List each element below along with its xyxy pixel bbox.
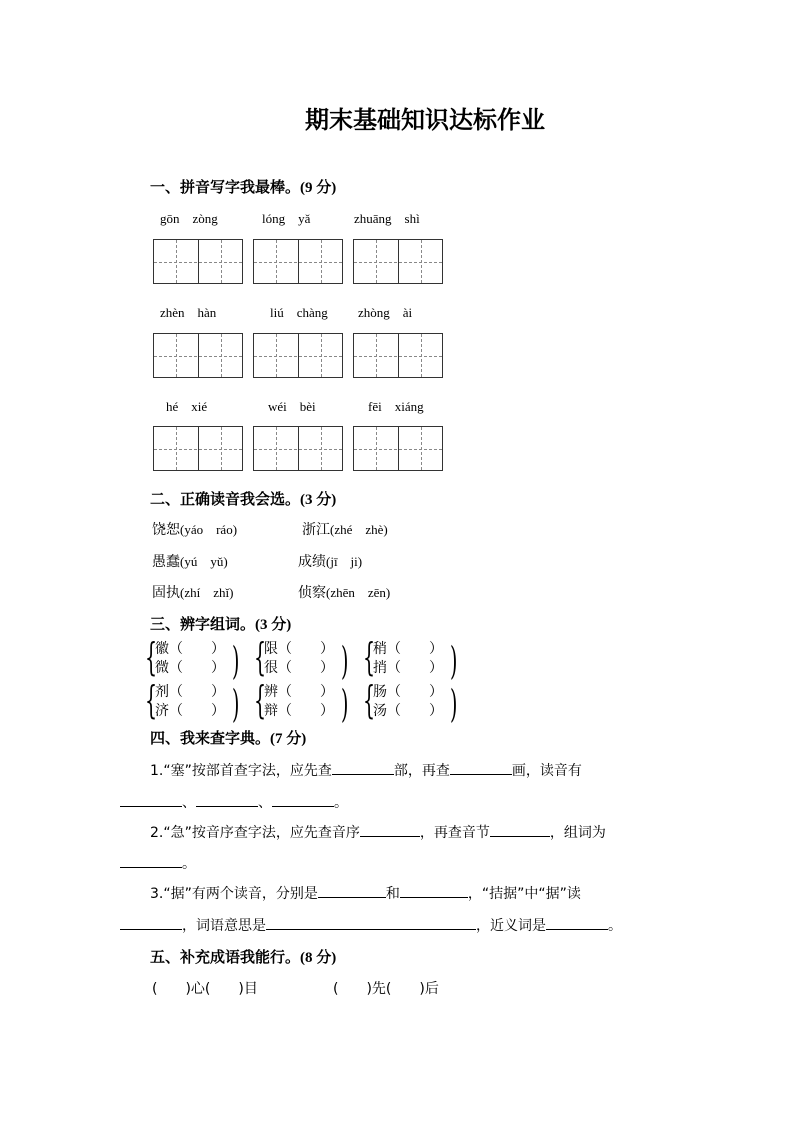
pair-char: 稍（ ） <box>373 641 443 657</box>
pair-char: 剂（ ） <box>155 684 225 700</box>
reading-item: 成绩(jī ji) <box>298 554 363 570</box>
answer-paren[interactable]: （ ） <box>387 703 443 719</box>
section-1-heading: 一、拼音写字我最棒。(9 分) <box>150 178 337 196</box>
question-3-line-1: 3.“据”有两个读音，分别是 和 ，“拮据”中“据”读 <box>150 883 581 903</box>
answer-paren[interactable]: （ ） <box>278 660 334 676</box>
pinyin-label: zhèn hàn <box>160 305 217 320</box>
right-paren: ) <box>232 639 240 683</box>
answer-blank[interactable] <box>272 792 334 807</box>
answer-blank[interactable] <box>120 792 182 807</box>
left-brace: { <box>145 678 158 722</box>
pair-char: 捎（ ） <box>373 660 443 676</box>
answer-blank[interactable] <box>450 760 512 775</box>
left-brace: { <box>254 635 267 679</box>
pinyin-label: hé xié <box>166 399 208 414</box>
answer-blank[interactable] <box>546 915 608 930</box>
pinyin-label: zhòng ài <box>358 305 413 320</box>
right-paren: ) <box>450 639 458 683</box>
writing-grid[interactable] <box>353 239 443 284</box>
answer-blank[interactable] <box>266 915 476 930</box>
pinyin-label: wéi bèi <box>268 399 316 414</box>
pair-char: 微（ ） <box>155 660 225 676</box>
right-paren: ) <box>232 682 240 726</box>
right-paren: ) <box>341 639 349 683</box>
idiom-item[interactable]: ( )先( )后 <box>333 981 439 997</box>
pair-char: 徽（ ） <box>155 641 225 657</box>
pinyin-label: liú chàng <box>270 305 328 320</box>
writing-grid[interactable] <box>153 333 243 378</box>
writing-grid[interactable] <box>353 426 443 471</box>
writing-grid[interactable] <box>253 333 343 378</box>
answer-paren[interactable]: （ ） <box>278 641 334 657</box>
pinyin-label: zhuāng shì <box>354 211 420 226</box>
writing-grid[interactable] <box>153 426 243 471</box>
answer-blank[interactable] <box>120 853 182 868</box>
question-2-line-2: 。 <box>120 853 196 873</box>
left-brace: { <box>363 635 376 679</box>
answer-paren[interactable]: （ ） <box>387 684 443 700</box>
writing-grid[interactable] <box>253 426 343 471</box>
right-paren: ) <box>450 682 458 726</box>
pinyin-label: fēi xiáng <box>368 399 424 414</box>
answer-paren[interactable]: （ ） <box>387 660 443 676</box>
question-1-line-1: 1.“塞”按部首查字法，应先查 部，再查 画，读音有 <box>150 760 582 780</box>
page-title: 期末基础知识达标作业 <box>305 106 545 134</box>
writing-grid[interactable] <box>253 239 343 284</box>
answer-paren[interactable]: （ ） <box>169 684 225 700</box>
answer-paren[interactable]: （ ） <box>169 641 225 657</box>
left-brace: { <box>254 678 267 722</box>
left-brace: { <box>363 678 376 722</box>
answer-paren[interactable]: （ ） <box>278 703 334 719</box>
reading-item: 固执(zhí zhǐ) <box>152 585 234 601</box>
section-5-heading: 五、补充成语我能行。(8 分) <box>150 948 337 966</box>
answer-blank[interactable] <box>120 915 182 930</box>
question-1-line-2: 、 、 。 <box>120 792 348 812</box>
answer-blank[interactable] <box>360 822 420 837</box>
answer-paren[interactable]: （ ） <box>169 703 225 719</box>
writing-grid[interactable] <box>353 333 443 378</box>
section-2-heading: 二、正确读音我会选。(3 分) <box>150 490 337 508</box>
answer-blank[interactable] <box>318 883 386 898</box>
reading-item: 饶恕(yáo ráo) <box>152 522 238 538</box>
answer-paren[interactable]: （ ） <box>387 641 443 657</box>
question-3-line-2: ，词语意思是 ，近义词是 。 <box>120 915 622 935</box>
pair-char: 汤（ ） <box>373 703 443 719</box>
right-paren: ) <box>341 682 349 726</box>
reading-item: 愚蠢(yú yǔ) <box>152 554 228 570</box>
pinyin-label: gōn zòng <box>160 211 218 226</box>
left-brace: { <box>145 635 158 679</box>
pair-char: 辨（ ） <box>264 684 334 700</box>
pair-char: 限（ ） <box>264 641 334 657</box>
reading-item: 侦察(zhēn zēn) <box>298 585 391 601</box>
question-2-line-1: 2.“急”按音序查字法，应先查音序 ，再查音节 ，组词为 <box>150 822 606 842</box>
answer-blank[interactable] <box>332 760 394 775</box>
section-3-heading: 三、辨字组词。(3 分) <box>150 615 292 633</box>
pair-char: 济（ ） <box>155 703 225 719</box>
pair-char: 很（ ） <box>264 660 334 676</box>
answer-paren[interactable]: （ ） <box>278 684 334 700</box>
pair-char: 辩（ ） <box>264 703 334 719</box>
answer-blank[interactable] <box>490 822 550 837</box>
reading-item: 浙江(zhé zhè) <box>302 522 388 538</box>
idiom-item[interactable]: ( )心( )目 <box>152 981 258 997</box>
pair-char: 肠（ ） <box>373 684 443 700</box>
writing-grid[interactable] <box>153 239 243 284</box>
pinyin-label: lóng yǎ <box>262 211 311 226</box>
section-4-heading: 四、我来查字典。(7 分) <box>150 729 307 747</box>
answer-blank[interactable] <box>400 883 468 898</box>
answer-paren[interactable]: （ ） <box>169 660 225 676</box>
answer-blank[interactable] <box>196 792 258 807</box>
